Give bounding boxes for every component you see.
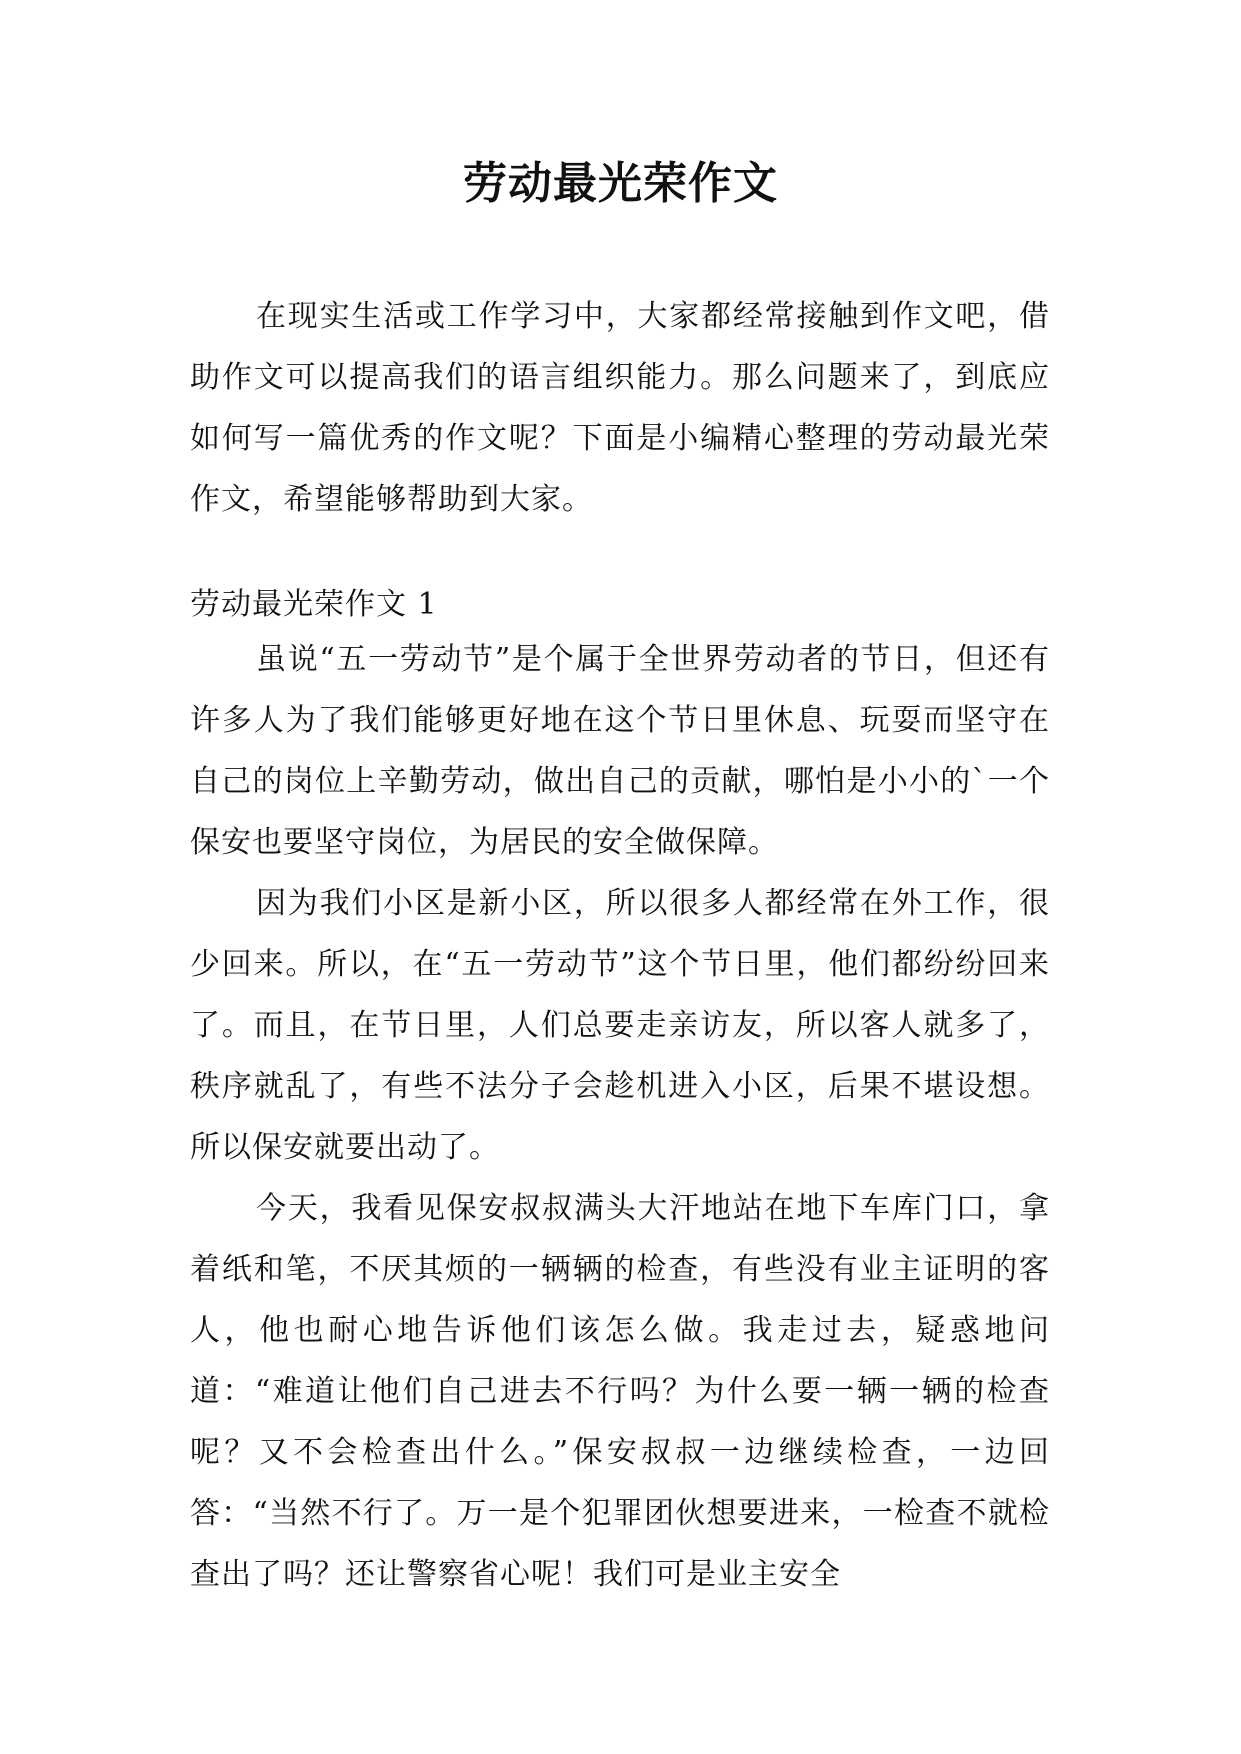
document-title: 劳动最光荣作文 bbox=[463, 158, 778, 209]
essay-paragraph-2: 因为我们小区是新小区，所以很多人都经常在外工作，很少回来。所以，在“五一劳动节”这个节日里，他们都纷纷回来了。而且，在节日里，人们总要走亲访友，所以客人就多了，秩序就乱了，有些不法分子会趁机进入小区，后果不堪设想。所以保安就要出动了。 bbox=[190, 886, 1050, 1165]
essay-body bbox=[190, 629, 1050, 1605]
intro-paragraph: 在现实生活或工作学习中，大家都经常接触到作文吧，借助作文可以提高我们的语言组织能力。那么问题来了，到底应如何写一篇优秀的作文呢？下面是小编精心整理的劳动最光荣作文，希望能够帮助到大家。 bbox=[190, 299, 1050, 517]
section-heading: 劳动最光荣作文 1 bbox=[190, 587, 438, 622]
essay-paragraph-3: 今天，我看见保安叔叔满头大汗地站在地下车库门口，拿着纸和笔，不厌其烦的一辆辆的检查，有些没有业主证明的客人，他也耐心地告诉他们该怎么做。我走过去，疑惑地问道：“难道让他们自己进去不行吗？为什么要一辆一辆的检查呢？又不会检查出什么。”保安叔叔一边继续检查，一边回答：“当然不行了。万一是个犯罪团伙想要进来，一检查不就检查出了吗？还让警察省心呢！我们可是业主安全 bbox=[190, 1191, 1050, 1592]
essay-paragraph-1: 虽说“五一劳动节”是个属于全世界劳动者的节日，但还有许多人为了我们能够更好地在这个节日里休息、玩耍而坚守在自己的岗位上辛勤劳动，做出自己的贡献，哪怕是小小的`一个保安也要坚守岗位，为居民的安全做保障。 bbox=[190, 642, 1050, 860]
